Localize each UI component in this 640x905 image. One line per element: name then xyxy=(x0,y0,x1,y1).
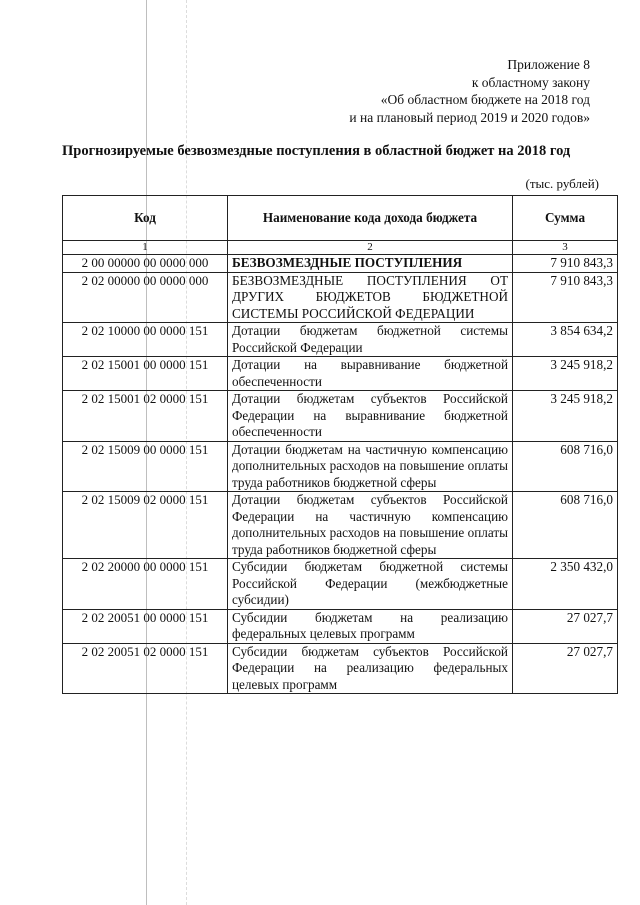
header-code: Код xyxy=(63,196,228,241)
row-code: 2 00 00000 00 0000 000 xyxy=(63,255,228,273)
row-name: Дотации бюджетам бюджетной системы Российской Федерации xyxy=(228,323,513,357)
row-sum: 608 716,0 xyxy=(513,492,618,559)
document-title: Прогнозируемые безвозмездные поступления в областной бюджет на 2018 год xyxy=(62,143,571,159)
column-number-row xyxy=(63,241,618,255)
row-name: Субсидии бюджетам на реализацию федеральных целевых программ xyxy=(228,609,513,643)
row-code: 2 02 20000 00 0000 151 xyxy=(63,559,228,610)
row-code: 2 02 10000 00 0000 151 xyxy=(63,323,228,357)
table-row xyxy=(63,255,618,273)
table-body xyxy=(63,255,618,694)
row-code: 2 02 15009 02 0000 151 xyxy=(63,492,228,559)
row-name: Дотации бюджетам субъектов Российской Федерации на выравнивание бюджетной обеспеченности xyxy=(228,391,513,442)
row-name: Дотации бюджетам на частичную компенсацию дополнительных расходов на повышение оплаты труда работников бюджетной сферы xyxy=(228,441,513,492)
table-row xyxy=(63,609,618,643)
appendix-header xyxy=(349,56,590,126)
appendix-line: и на плановый период 2019 и 2020 годов» xyxy=(349,109,590,125)
row-sum: 3 854 634,2 xyxy=(513,323,618,357)
table-header-row xyxy=(63,196,618,241)
row-name: Субсидии бюджетам субъектов Российской Федерации на реализацию федеральных целевых программ xyxy=(228,643,513,694)
appendix-line: к областному закону xyxy=(471,74,590,90)
column-number: 2 xyxy=(228,241,513,255)
row-sum: 3 245 918,2 xyxy=(513,391,618,442)
row-sum: 608 716,0 xyxy=(513,441,618,492)
table-row xyxy=(63,391,618,442)
column-number: 3 xyxy=(513,241,618,255)
row-code: 2 02 00000 00 0000 000 xyxy=(63,272,228,323)
revenue-table xyxy=(62,195,618,694)
row-sum: 7 910 843,3 xyxy=(513,272,618,323)
row-code: 2 02 20051 02 0000 151 xyxy=(63,643,228,694)
table-row xyxy=(63,643,618,694)
row-sum: 3 245 918,2 xyxy=(513,357,618,391)
row-sum: 27 027,7 xyxy=(513,643,618,694)
table-row xyxy=(63,323,618,357)
row-code: 2 02 15001 00 0000 151 xyxy=(63,357,228,391)
table-row xyxy=(63,492,618,559)
row-name: БЕЗВОЗМЕЗДНЫЕ ПОСТУПЛЕНИЯ xyxy=(228,255,513,273)
row-sum: 27 027,7 xyxy=(513,609,618,643)
table-row xyxy=(63,357,618,391)
row-sum: 7 910 843,3 xyxy=(513,255,618,273)
row-name: Дотации на выравнивание бюджетной обеспеченности xyxy=(228,357,513,391)
table-row xyxy=(63,272,618,323)
appendix-line: «Об областном бюджете на 2018 год xyxy=(380,92,590,107)
header-sum: Сумма xyxy=(513,196,618,241)
row-code: 2 02 20051 00 0000 151 xyxy=(63,609,228,643)
header-name: Наименование кода дохода бюджета xyxy=(228,196,513,241)
units-label: (тыс. рублей) xyxy=(525,176,599,191)
row-name: Дотации бюджетам субъектов Российской Федерации на частичную компенсацию дополнительных расходов на повышение оплаты труда работников бюджетной сферы xyxy=(228,492,513,559)
column-number: 1 xyxy=(63,241,228,255)
row-code: 2 02 15009 00 0000 151 xyxy=(63,441,228,492)
row-name: БЕЗВОЗМЕЗДНЫЕ ПОСТУПЛЕНИЯ ОТ ДРУГИХ БЮДЖЕТОВ БЮДЖЕТНОЙ СИСТЕМЫ РОССИЙСКОЙ ФЕДЕРАЦИИ xyxy=(228,272,513,323)
row-code: 2 02 15001 02 0000 151 xyxy=(63,391,228,442)
table-row xyxy=(63,441,618,492)
table-row xyxy=(63,559,618,610)
appendix-line: Приложение 8 xyxy=(507,57,590,72)
row-sum: 2 350 432,0 xyxy=(513,559,618,610)
row-name: Субсидии бюджетам бюджетной системы Российской Федерации (межбюджетные субсидии) xyxy=(228,559,513,610)
